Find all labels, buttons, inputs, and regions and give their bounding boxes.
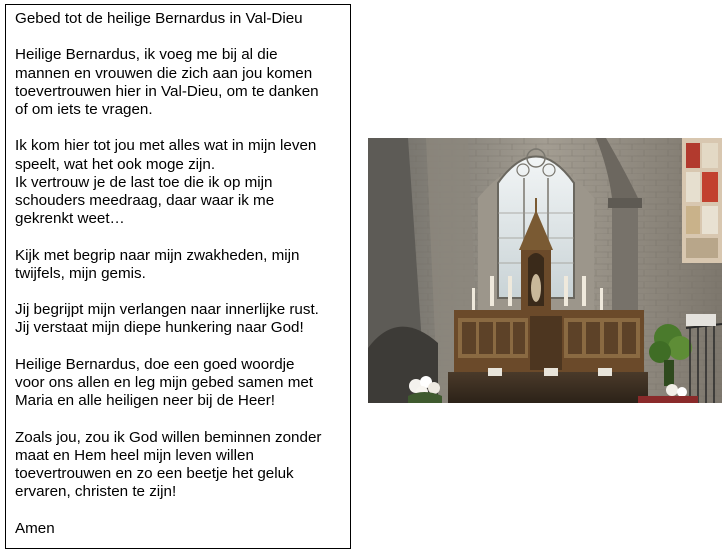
prayer-text-box	[5, 4, 351, 549]
prayer-paragraph: Ik kom hier tot jou met alles wat in mijn leven speelt, wat het ook moge zijn. Ik vertrouw je de last toe die ik op mijn schouders meedraag, daar waar ik me gekrenkt weet…	[15, 137, 317, 228]
prayer-paragraph: Heilige Bernardus, doe een goed woordje voor ons allen en leg mijn gebed samen met Maria en alle heiligen neer bij de Heer!	[15, 355, 314, 410]
prayer-title: Gebed tot de heilige Bernardus in Val-Dieu	[15, 10, 303, 27]
prayer-paragraph: Heilige Bernardus, ik voeg me bij al die mannen en vrouwen die zich aan jou komen toevertrouwen hier in Val-Dieu, om te danken of om iets te vragen.	[15, 46, 319, 118]
prayer-paragraph: Kijk met begrip naar mijn zwakheden, mijn twijfels, mijn gemis.	[15, 246, 300, 282]
prayer-closing: Amen	[15, 519, 55, 537]
prayer-paragraph: Zoals jou, zou ik God willen beminnen zonder maat en Hem heel mijn leven willen toevertrouwen en zo een beetje het geluk ervaren, christen te zijn!	[15, 428, 322, 501]
chapel-altar-photo	[368, 138, 722, 403]
chapel-altar-illustration	[368, 138, 722, 403]
prayer-paragraph: Jij begrijpt mijn verlangen naar innerlijke rust. Jij verstaat mijn diepe hunkering naar God!	[15, 301, 319, 337]
altar-table	[448, 372, 648, 403]
altar-retable	[454, 310, 644, 372]
